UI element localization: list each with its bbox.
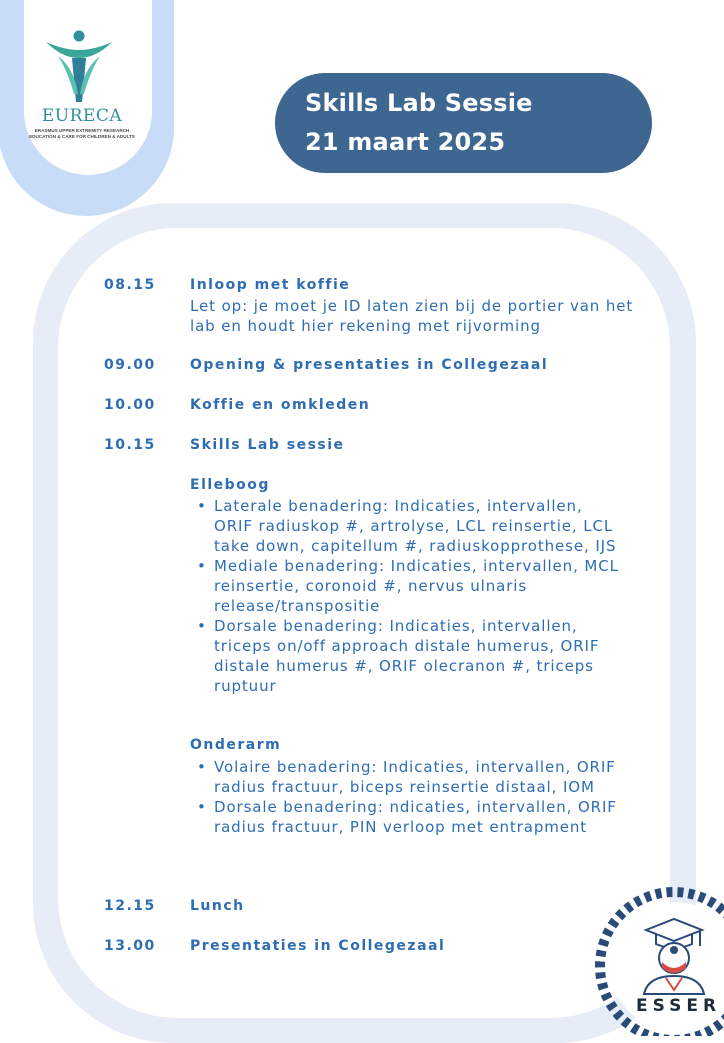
onderarm-list xyxy=(194,757,624,837)
time-1000: 10.00 xyxy=(104,397,156,413)
logo-tagline: ERASMUS UPPER EXTREMITY RESEARCH EDUCATION & CARE FOR CHILDREN & ADULTS xyxy=(29,128,135,139)
eureca-figure-icon xyxy=(44,28,114,104)
item-inloop: Inloop met koffie xyxy=(190,277,351,293)
time-1215: 12.15 xyxy=(104,898,156,914)
esser-label: ESSER xyxy=(636,996,722,1016)
section-onderarm: Onderarm xyxy=(190,737,282,753)
logo-name: EURECA xyxy=(41,106,123,126)
time-0815: 08.15 xyxy=(104,277,156,293)
list-item: • Dorsale benadering: Indicaties, intervallen, triceps on/off approach distale humerus, ORIF distale humerus #, ORIF olecranon #, triceps ruptuur xyxy=(194,616,624,696)
elleboog-list xyxy=(194,496,624,696)
item-opening: Opening & presentaties in Collegezaal xyxy=(190,357,549,373)
item-lunch: Lunch xyxy=(190,898,245,914)
item-presentaties: Presentaties in Collegezaal xyxy=(190,938,446,954)
title-line-2: 21 maart 2025 xyxy=(305,128,506,156)
list-item: • Volaire benadering: Indicaties, intervallen, ORIF radius fractuur, biceps reinsertie distaal, IOM xyxy=(194,757,624,797)
item-inloop-note: Let op: je moet je ID laten zien bij de portier van het lab en houdt hier rekening met rijvorming xyxy=(190,297,634,335)
list-item: • Dorsale benadering: ndicaties, intervallen, ORIF radius fractuur, PIN verloop met entrapment xyxy=(194,797,624,837)
list-item: • Laterale benadering: Indicaties, intervallen, ORIF radiuskop #, artrolyse, LCL reinsertie, LCL take down, capitellum #, radiuskopprothese, IJS xyxy=(194,496,624,556)
title-pill xyxy=(275,73,652,173)
item-koffie: Koffie en omkleden xyxy=(190,397,371,413)
section-elleboog: Elleboog xyxy=(190,477,270,493)
time-0900: 09.00 xyxy=(104,357,156,373)
time-1015: 10.15 xyxy=(104,437,156,453)
list-item: • Mediale benadering: Indicaties, intervallen, MCL reinsertie, coronoid #, nervus ulnaris release/transpositie xyxy=(194,556,624,616)
title-line-1: Skills Lab Sessie xyxy=(305,89,533,117)
item-skills-lab: Skills Lab sessie xyxy=(190,437,345,453)
time-1300: 13.00 xyxy=(104,938,156,954)
